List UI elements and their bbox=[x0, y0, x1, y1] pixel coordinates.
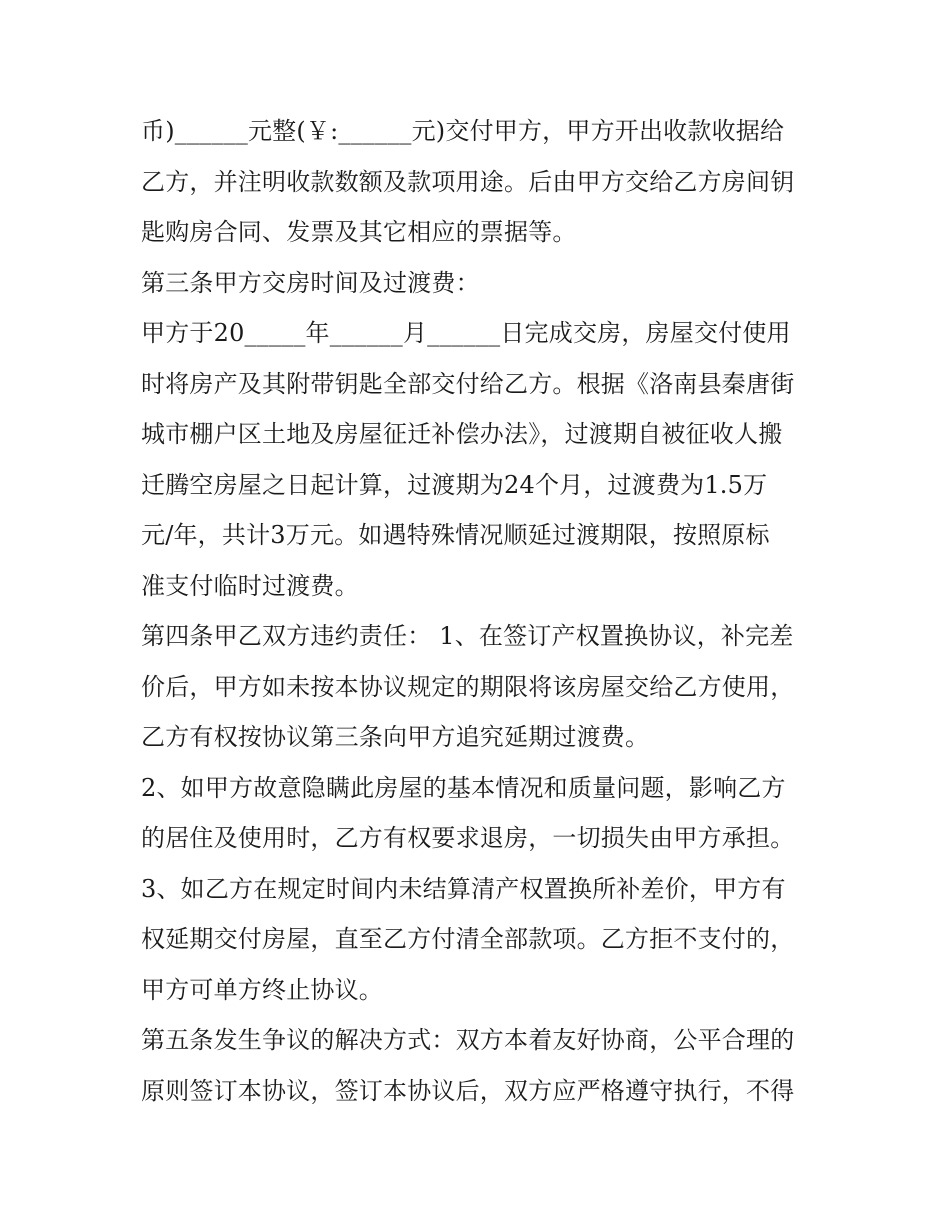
section-heading-3: 第三条甲方交房时间及过渡费： bbox=[141, 268, 480, 297]
document-body bbox=[141, 106, 821, 1116]
text-line-7: 城市棚户区土地及房屋征迁补偿办法》，过渡期自被征收人搬 bbox=[141, 420, 783, 448]
text-line-14: 2、如甲方故意隐瞒此房屋的基本情况和质量问题，影响乙方 bbox=[141, 773, 786, 802]
text-line-20: 原则签订本协议，签订本协议后，双方应严格遵守执行，不得 bbox=[141, 1076, 795, 1105]
text-line-10: 准支付临时过渡费。 bbox=[141, 571, 359, 600]
text-line-17: 权延期交付房屋，直至乙方付清全部款项。乙方拒不支付的， bbox=[141, 925, 795, 953]
text-line-6: 时将房产及其附带钥匙全部交付给乙方。根据《洛南县秦唐街 bbox=[141, 369, 795, 398]
section-heading-5: 第五条发生争议的解决方式：双方本着友好协商，公平合理的 bbox=[141, 1026, 795, 1054]
text-line-2: 乙方，并注明收款数额及款项用途。后由甲方交给乙方房间钥 bbox=[141, 167, 795, 196]
text-line-12: 价后，甲方如未按本协议规定的期限将该房屋交给乙方使用， bbox=[141, 672, 795, 701]
text-line-15: 的居住及使用时，乙方有权要求退房，一切损失由甲方承担。 bbox=[141, 824, 795, 852]
section-heading-4: 第四条甲乙双方违约责任： 1、在签订产权置换协议，补完差 bbox=[141, 622, 794, 650]
text-line-16: 3、如乙方在规定时间内未结算清产权置换所补差价，甲方有 bbox=[141, 874, 786, 903]
text-line-13: 乙方有权按协议第三条向甲方追究延期过渡费。 bbox=[141, 723, 650, 751]
text-line-8: 迁腾空房屋之日起计算，过渡期为24个月，过渡费为1.5万 bbox=[141, 470, 768, 499]
text-line-9: 元/年，共计3万元。如遇特殊情况顺延过渡期限，按照原标 bbox=[141, 521, 770, 549]
text-line-1: 币)______元整(￥:______元)交付甲方，甲方开出收款收据给 bbox=[141, 117, 785, 145]
text-line-3: 匙购房合同、发票及其它相应的票据等。 bbox=[141, 218, 577, 246]
text-line-5: 甲方于20_____年______月______日完成交房，房屋交付使用 bbox=[141, 319, 791, 347]
text-line-18: 甲方可单方终止协议。 bbox=[141, 975, 383, 1004]
